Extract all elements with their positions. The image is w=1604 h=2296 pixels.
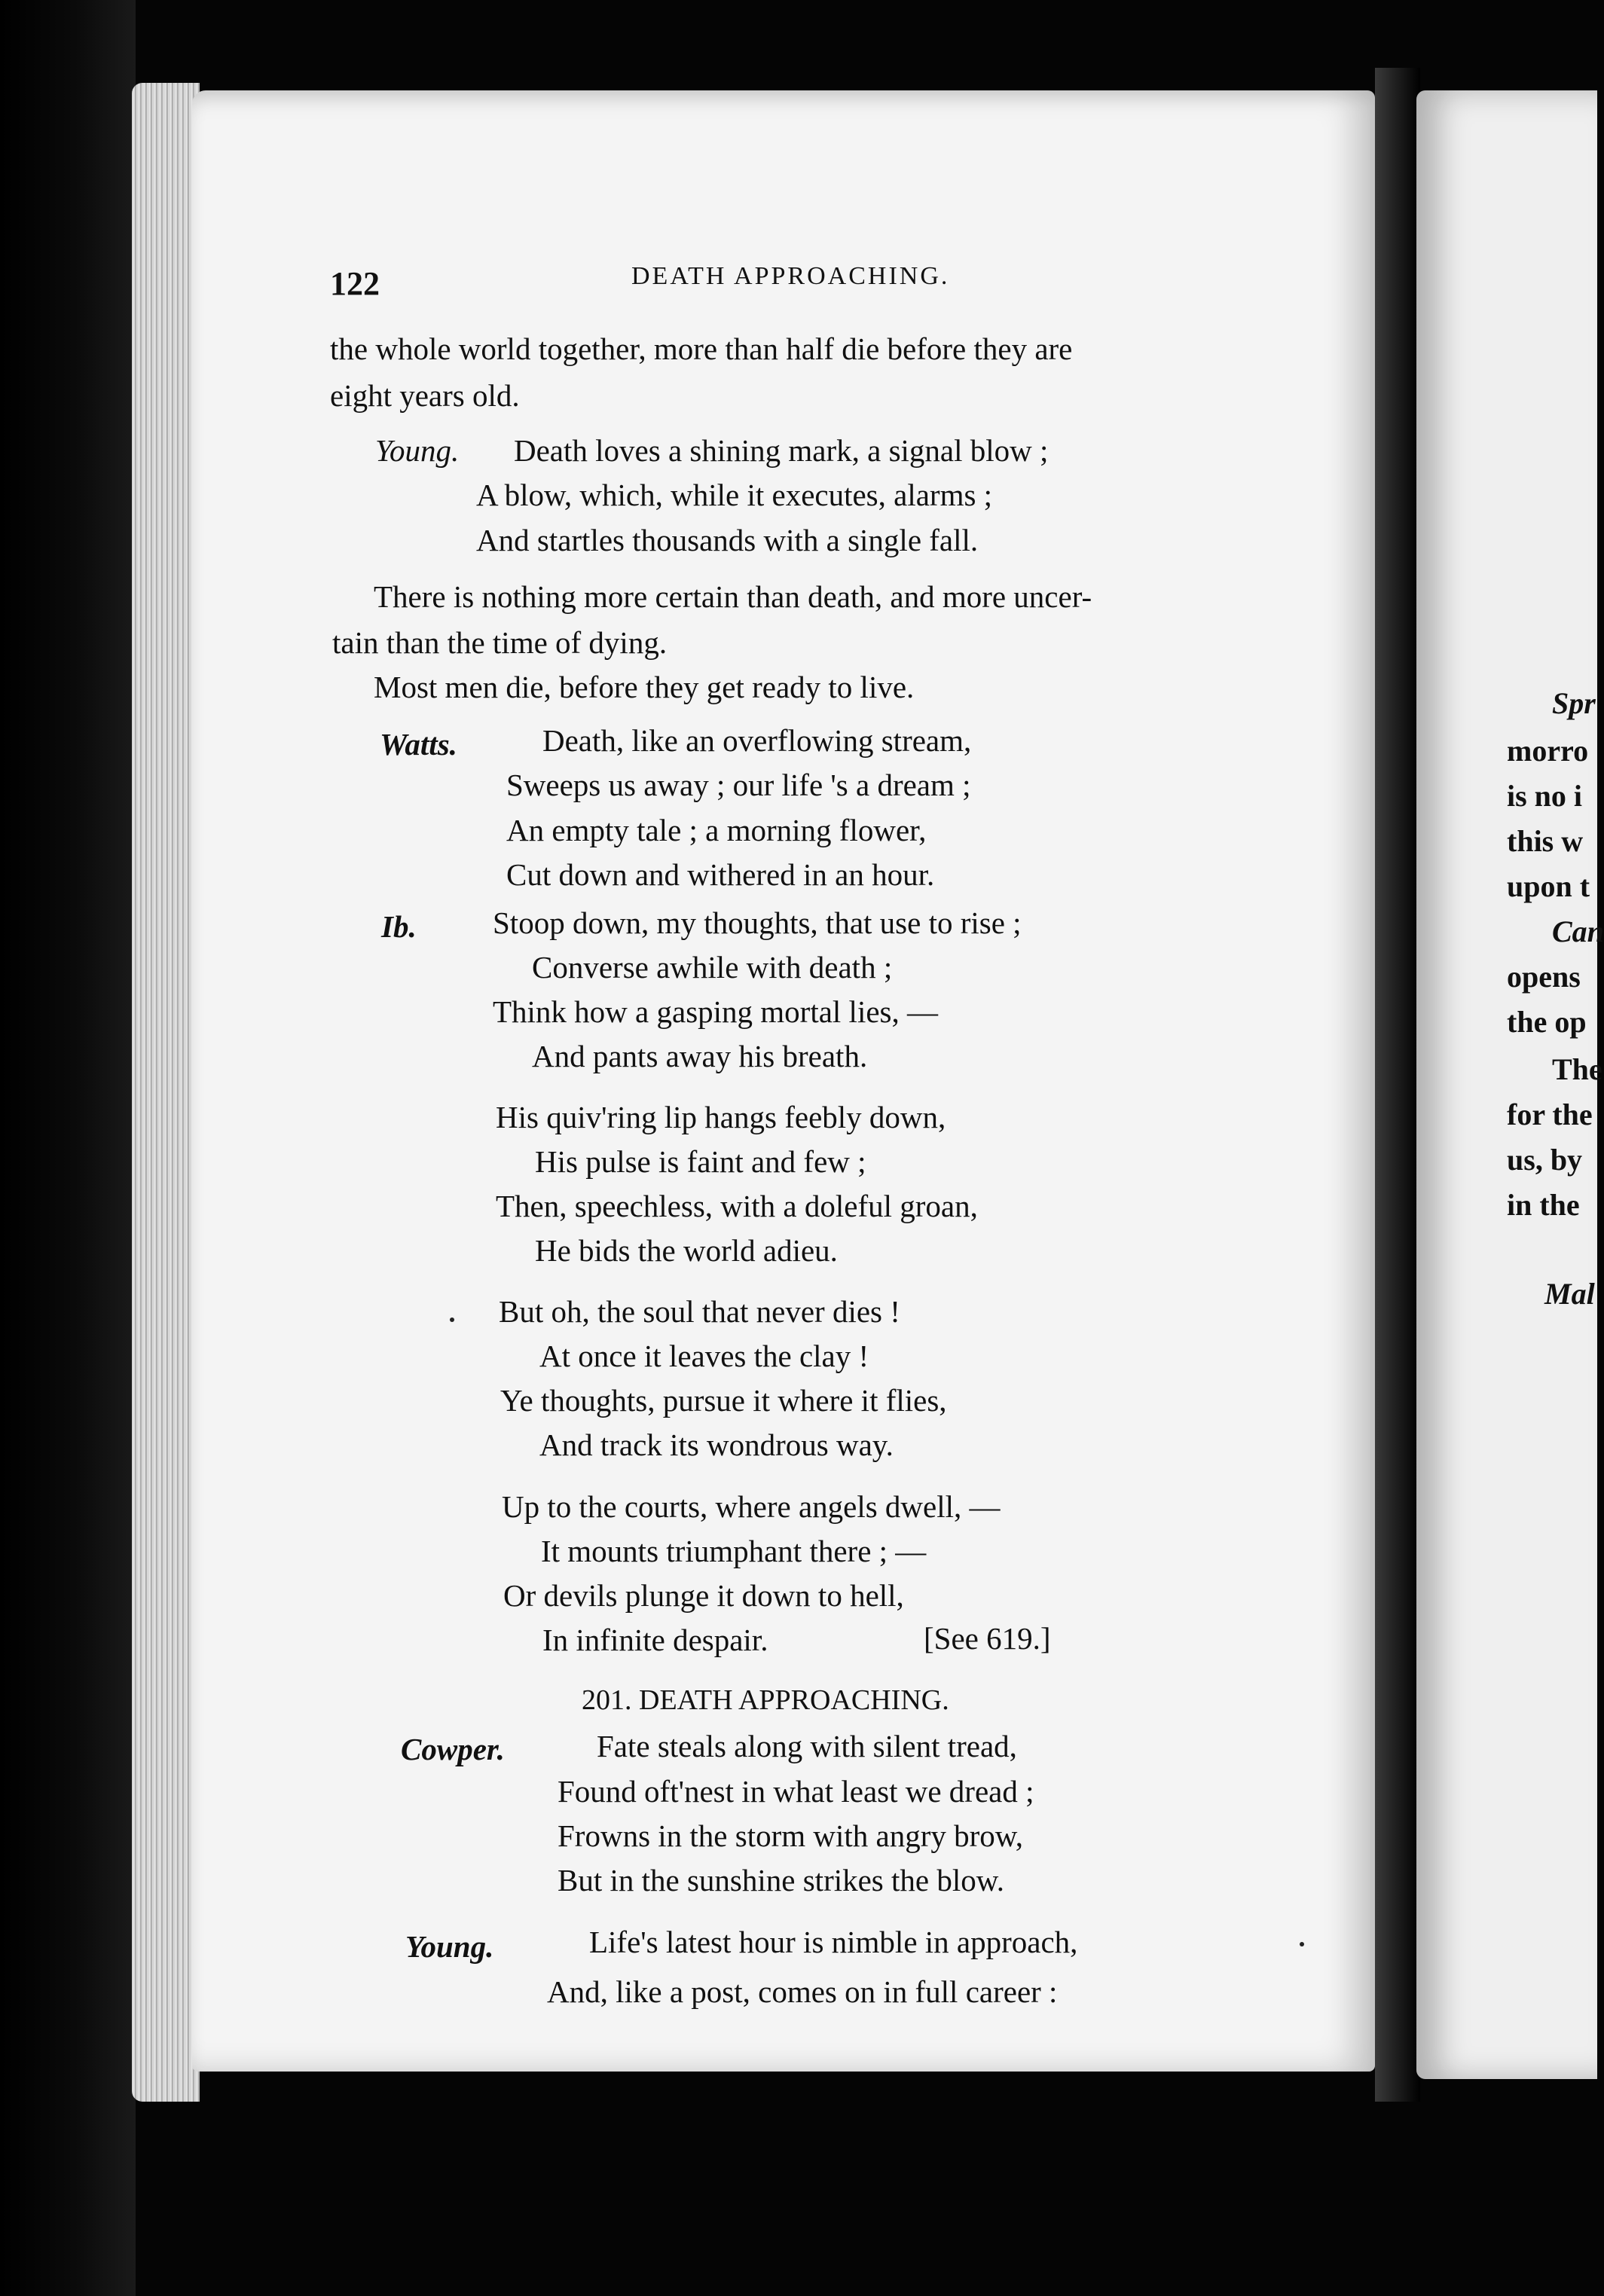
running-title: DEATH APPROACHING.	[631, 262, 950, 290]
verse-line: And pants away his breath.	[532, 1039, 868, 1073]
verse-line: At once it leaves the clay !	[539, 1339, 869, 1373]
verse-line: Think how a gasping mortal lies, —	[493, 994, 938, 1029]
facing-page-text: is no i	[1507, 779, 1583, 813]
verse-line: Or devils plunge it down to hell,	[503, 1578, 904, 1613]
verse-line: And, like a post, comes on in full career :	[547, 1974, 1058, 2009]
verse-line: Then, speechless, with a doleful groan,	[496, 1189, 978, 1223]
facing-page-text: Mal	[1544, 1277, 1595, 1311]
facing-page-text: The	[1552, 1052, 1602, 1086]
verse-line: A blow, which, while it executes, alarms ;	[476, 478, 993, 512]
author-attribution: Ib.	[381, 909, 417, 944]
cross-reference: [See 619.]	[924, 1621, 1051, 1656]
text-line: eight years old.	[330, 378, 520, 413]
ink-speck	[1300, 1942, 1304, 1946]
facing-page	[1416, 90, 1604, 2079]
verse-line: An empty tale ; a morning flower,	[506, 813, 927, 847]
book-gutter	[1375, 68, 1420, 2102]
facing-page-text: this w	[1507, 824, 1584, 858]
verse-line: Converse awhile with death ;	[532, 950, 893, 985]
ink-speck	[450, 1317, 454, 1322]
verse-line: And startles thousands with a single fall.	[476, 523, 979, 557]
text-line: Most men die, before they get ready to live.	[374, 670, 915, 704]
author-attribution: Cowper.	[401, 1732, 505, 1766]
verse-line: But in the sunshine strikes the blow.	[558, 1863, 1004, 1898]
verse-line: Found oft'nest in what least we dread ;	[558, 1774, 1034, 1809]
scan-dark-border	[0, 0, 136, 2296]
author-attribution: Watts.	[380, 727, 457, 762]
verse-line: Ye thoughts, pursue it where it flies,	[500, 1383, 947, 1418]
author-attribution: Young.	[375, 433, 460, 468]
verse-line: In infinite despair.	[542, 1623, 768, 1657]
facing-page-text: upon t	[1507, 869, 1590, 903]
author-attribution: Young.	[405, 1929, 494, 1964]
verse-line: But oh, the soul that never dies !	[499, 1294, 900, 1329]
facing-page-text: Spr	[1552, 686, 1596, 720]
verse-line: Death loves a shining mark, a signal blow ;	[514, 433, 1049, 468]
facing-page-text: for the	[1507, 1098, 1593, 1131]
text-line: the whole world together, more than half die before they are	[330, 331, 1073, 366]
text-line: tain than the time of dying.	[332, 625, 668, 660]
verse-line: And track its wondrous way.	[539, 1427, 894, 1462]
verse-line: Life's latest hour is nimble in approach,	[589, 1925, 1078, 1959]
page-edges	[132, 83, 200, 2102]
text-line: There is nothing more certain than death, and more uncer-	[374, 579, 1092, 614]
verse-line: Stoop down, my thoughts, that use to rise ;	[493, 905, 1022, 940]
facing-page-text: opens	[1507, 960, 1581, 994]
section-heading: 201. DEATH APPROACHING.	[582, 1684, 949, 1716]
verse-line: Sweeps us away ; our life 's a dream ;	[506, 768, 971, 802]
verse-line: Fate steals along with silent tread,	[597, 1729, 1017, 1763]
facing-page-text: Can	[1552, 914, 1604, 948]
verse-line: Death, like an overflowing stream,	[542, 723, 972, 758]
verse-line: His quiv'ring lip hangs feebly down,	[496, 1100, 946, 1134]
verse-line: His pulse is faint and few ;	[535, 1144, 866, 1179]
facing-page-text: us, by	[1507, 1143, 1583, 1177]
facing-page-text: the op	[1507, 1005, 1587, 1039]
page-number: 122	[330, 265, 380, 302]
verse-line: He bids the world adieu.	[535, 1233, 838, 1268]
verse-line: Up to the courts, where angels dwell, —	[502, 1489, 1001, 1524]
facing-page-text: in the	[1507, 1188, 1580, 1222]
verse-line: It mounts triumphant there ; —	[541, 1534, 927, 1568]
verse-line: Frowns in the storm with angry brow,	[558, 1818, 1023, 1853]
facing-page-text: morro	[1507, 734, 1589, 768]
verse-line: Cut down and withered in an hour.	[506, 857, 935, 892]
